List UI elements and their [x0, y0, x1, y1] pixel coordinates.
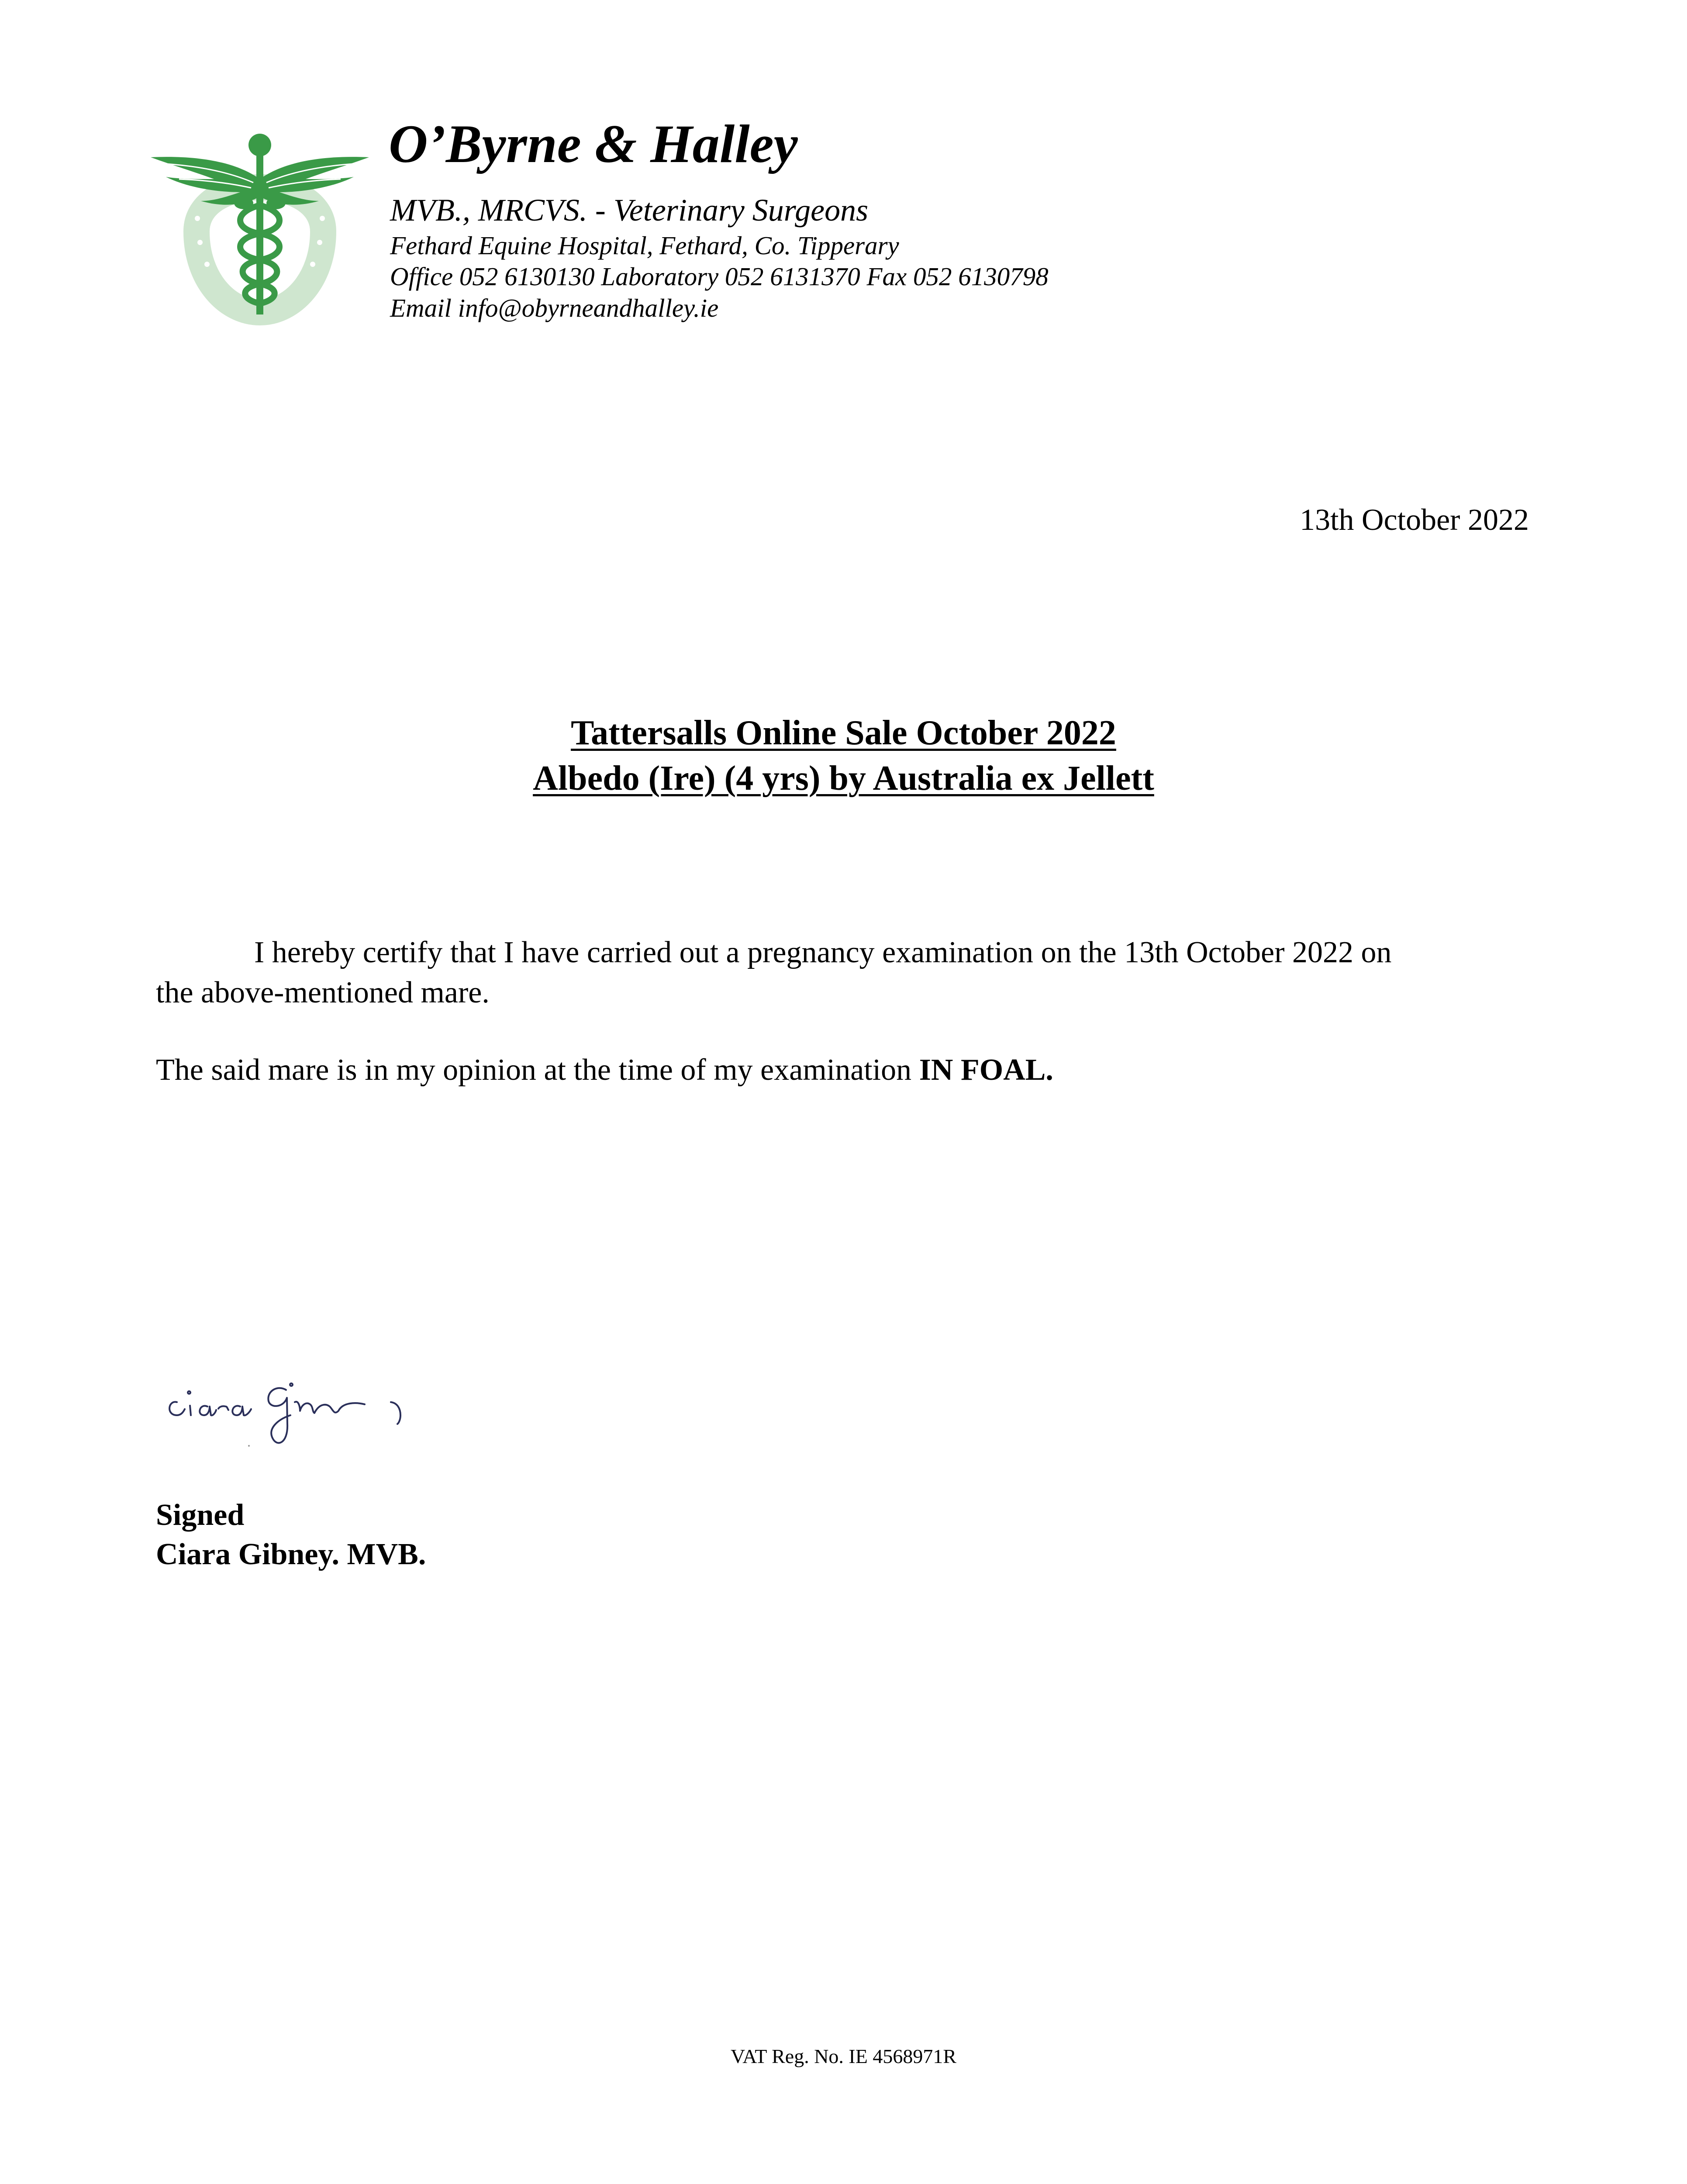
- signed-label: Signed: [156, 1498, 245, 1532]
- caduceus-horseshoe-icon: [148, 131, 371, 328]
- handwritten-signature: [159, 1354, 430, 1463]
- vat-registration: VAT Reg. No. IE 4568971R: [730, 2045, 957, 2067]
- certification-line-2: the above-mentioned mare.: [156, 976, 490, 1009]
- firm-address: Fethard Equine Hospital, Fethard, Co. Tipperary: [390, 231, 899, 260]
- firm-email: Email info@obyrneandhalley.ie: [390, 294, 719, 322]
- signer-name: Ciara Gibney. MVB.: [156, 1538, 426, 1571]
- firm-name: O’Byrne & Halley: [389, 114, 798, 174]
- result-prefix: The said mare is in my opinion at the time of my examination: [156, 1053, 919, 1087]
- sale-title: Tattersalls Online Sale October 2022: [571, 714, 1116, 752]
- firm-phone-numbers: Office 052 6130130 Laboratory 052 6131370 Fax 052 6130798: [390, 262, 1049, 291]
- letter-date: 13th October 2022: [1300, 503, 1529, 537]
- firm-qualifications: MVB., MRCVS. - Veterinary Surgeons: [390, 193, 869, 228]
- horse-title: Albedo (Ire) (4 yrs) by Australia ex Jellett: [533, 759, 1154, 798]
- certification-line-1: I hereby certify that I have carried out a pregnancy examination on the 13th October 2022 on: [254, 936, 1392, 969]
- result-status: IN FOAL.: [919, 1053, 1053, 1087]
- examination-result: [156, 1055, 1053, 1085]
